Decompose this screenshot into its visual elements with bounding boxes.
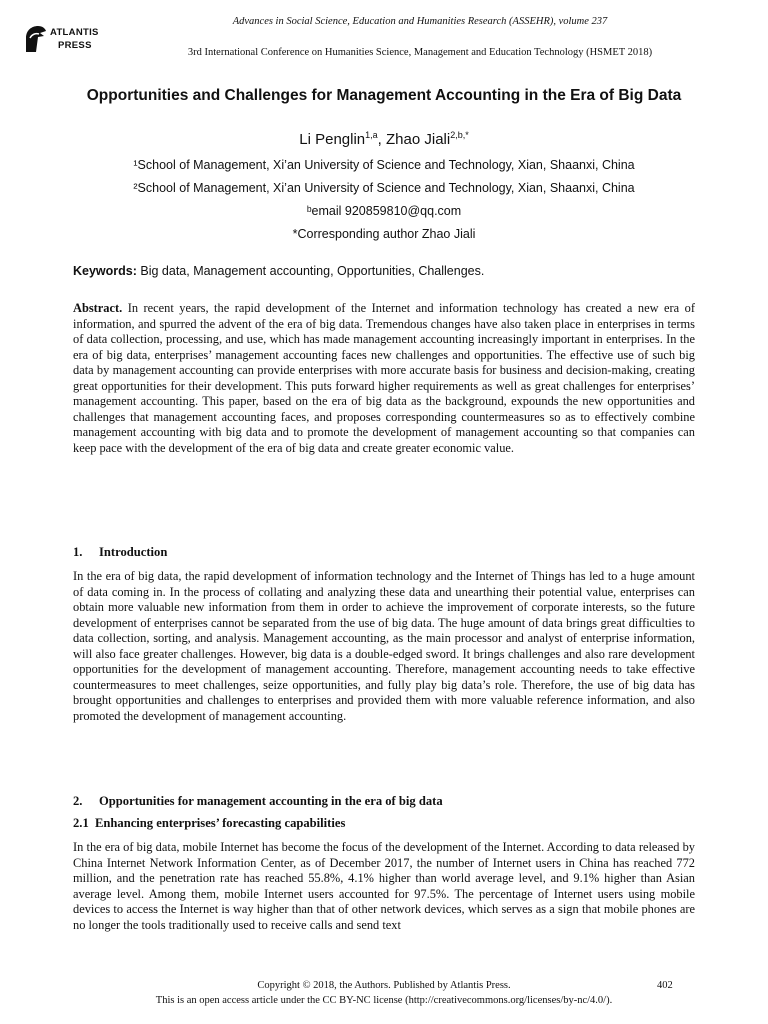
affiliation-1: ¹School of Management, Xi’an University of Science and Technology, Xian, Shaanxi, China [133, 158, 635, 172]
abstract-label: Abstract. [73, 301, 123, 315]
section-2-1-number: 2.1 [73, 816, 89, 830]
abstract-text: In recent years, the rapid development of the Internet and information technology has created a new era of information, and spurred the advent of the era of big data. Tremendous changes have also taken place in enterprises in terms of data collection, processing, and use, which has made management accounting increasingly important in enterprises. In the era of big data, enterprises’ management accounting faces new challenges and opportunities. The effective use of such big data by management accounting can provide enterprises with more accurate basis for business and decision-making, creating great opportunities for their development. This puts forward higher requirements as well as great challenges for enterprises’ management accounting. This paper, based on the era of big data as the background, expounds the new opportunities and challenges that management accounting faces, and proposes corresponding countermeasures so as to effectively combine management accounting with big data and to promote the development of management accounting so that companies can keep pace with the development of the era of big data and create greater economic value. [73, 301, 695, 455]
footer-copyright: Copyright © 2018, the Authors. Published by Atlantis Press. [257, 980, 511, 991]
keywords-label: Keywords: [73, 264, 137, 278]
author-1-sup: 1,a [365, 130, 378, 140]
section-1-paragraph: In the era of big data, the rapid development of information technology and the Internet of Things has led to a huge amount of data coming in. In the process of collating and analyzing these data and unearthing their potential value, enterprises can obtain more valuable new information from them in order to achieve the improvement of corporate interests, so the future development of enterprises cannot be separated from the use of big data. The huge amount of data brings great difficulties to data collection, sorting, and analysis. Management accounting, as the main processor and analyst of enterprise information, will also face greater challenges. However, big data is a double-edged sword. It brings challenges and also rare development opportunities for the development of management accounting. Therefore, management accounting needs to take effective countermeasures to meet challenges, seize opportunities, and fully play big data’s role. Therefore, the use of big data has brought opportunities and challenges to enterprises and provided them with more valuable reference information, and also promoted the development of management accounting. [73, 569, 695, 723]
section-2-1-heading [73, 816, 345, 831]
publisher-logo [22, 22, 112, 62]
section-2-1-paragraph: In the era of big data, mobile Internet has become the focus of the development of the Internet. According to data released by China Internet Network Information Center, as of December 2017, the number of Internet users in China has reached 772 million, and the penetration rate has reached 55.8%, 4.1% higher than world average level, and 9.1% higher than Asian average level. Among them, mobile Internet users accounted for 97.5%. The percentage of Internet users using mobile devices to access the Internet is way higher than that of other network devices, which serves as a sign that mobile phones are no longer the tools traditionally used to receive calls and send text [73, 840, 695, 932]
corresponding-author: *Corresponding author Zhao Jiali [292, 227, 476, 241]
section-2-title: Opportunities for management accounting in the era of big data [99, 794, 443, 808]
section-1-title: Introduction [99, 545, 168, 559]
footer-license: This is an open access article under the CC BY-NC license (http://creativecommons.org/licenses/by-nc/4.0/). [155, 995, 613, 1006]
conference-header: 3rd International Conference on Humanities Science, Management and Education Technology (HSMET 2018) [187, 47, 653, 58]
author-2-sup: 2,b,* [450, 130, 469, 140]
keywords [73, 264, 484, 278]
section-2-heading [73, 794, 443, 809]
section-1-number: 1. [73, 545, 83, 559]
affiliation-2: ²School of Management, Xi’an University of Science and Technology, Xian, Shaanxi, China [133, 181, 635, 195]
journal-header: Advances in Social Science, Education and Humanities Research (ASSEHR), volume 237 [232, 16, 608, 27]
abstract [73, 301, 695, 456]
author-email: ᵇemail 920859810@qq.com [306, 204, 462, 218]
section-2-number: 2. [73, 794, 83, 808]
author-2: Zhao Jiali [386, 131, 451, 148]
atlantis-press-logo-icon [22, 24, 48, 54]
keywords-text: Big data, Management accounting, Opportunities, Challenges. [136, 264, 485, 278]
paper-title: Opportunities and Challenges for Management Accounting in the Era of Big Data [86, 87, 682, 104]
section-1-heading [73, 545, 167, 560]
section-2-1-title: Enhancing enterprises’ forecasting capabilities [95, 816, 346, 830]
author-line [0, 130, 768, 148]
author-separator: , [377, 131, 387, 148]
page-number: 402 [657, 980, 673, 991]
author-1: Li Penglin [299, 131, 366, 148]
publisher-name: ATLANTIS PRESS [50, 27, 99, 51]
